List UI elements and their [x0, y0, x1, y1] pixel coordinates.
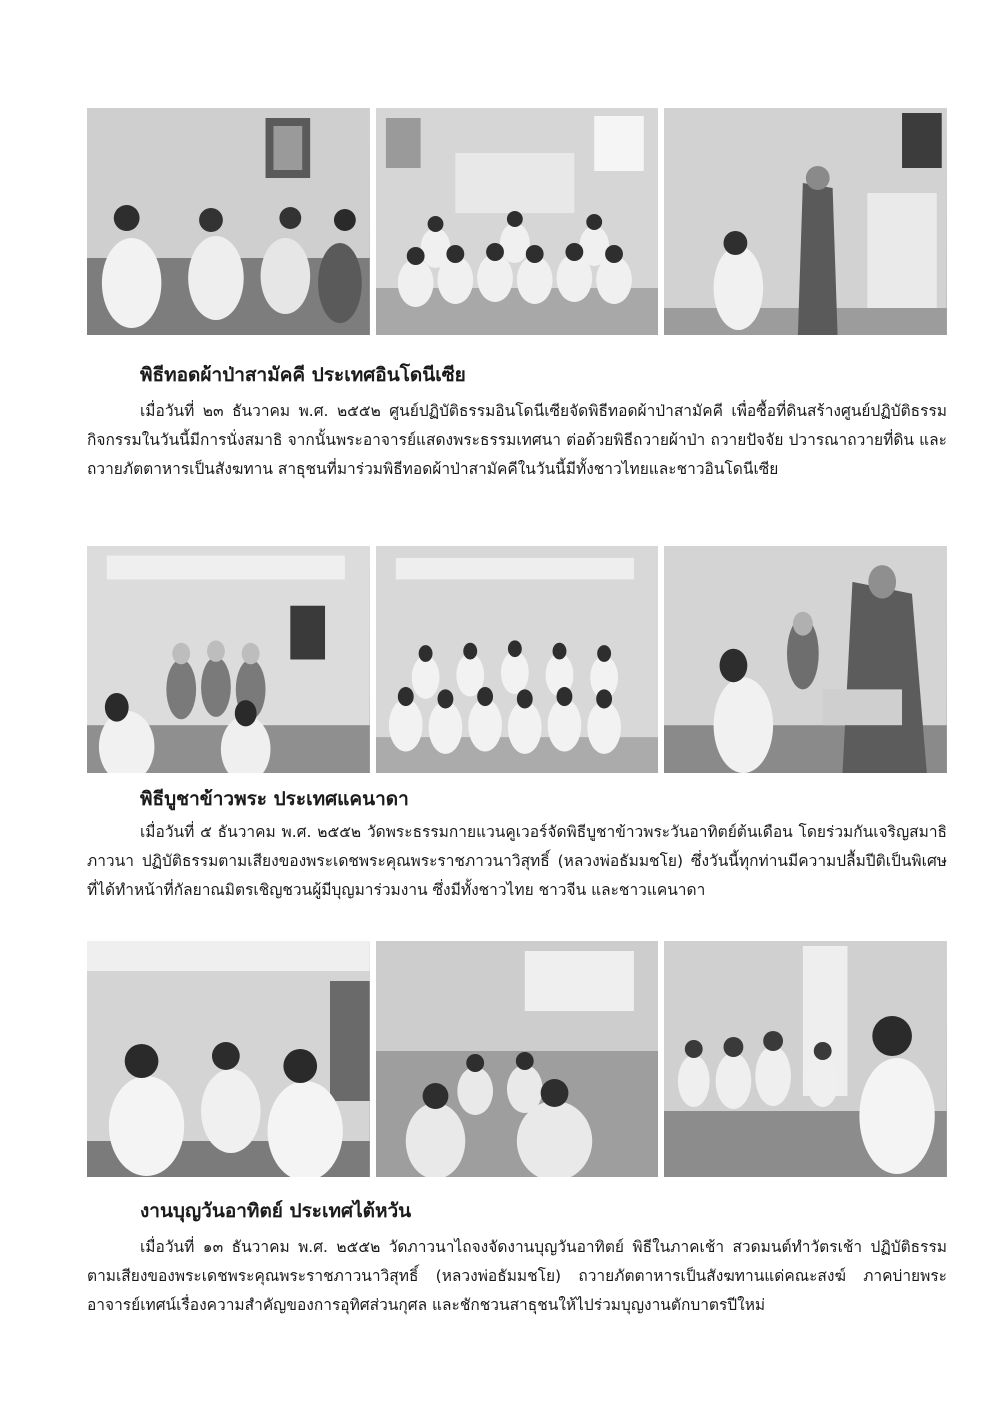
photo-row-taiwan [87, 941, 947, 1177]
photo-indonesia-group [376, 108, 659, 335]
section-body-canada: เมื่อวันที่ ๕ ธันวาคม พ.ศ. ๒๕๕๒ วัดพระธรรมกายแวนคูเวอร์จัดพิธีบูชาข้าวพระวันอาทิตย์ต้นเดือน โดยร่วมกันเจริญสมาธิภาวนา ปฏิบัติธรรมตามเสียงของพระเดชพระคุณพระราชภาวนาวิสุทธิ์ (หลวงพ่อธัมมชโย) ซึ่งวันนี้ทุกท่านมีความปลื้มปีติเป็นพิเศษที่ได้ทำหน้าที่กัลยาณมิตรเชิญชวนผู้มีบุญมาร่วมงาน ซึ่งมีทั้งชาวไทย ชาวจีน และชาวแคนาดา [87, 823, 947, 899]
photo-taiwan-meditation-hall [376, 941, 659, 1177]
photo-row-canada [87, 546, 947, 773]
section-body-indonesia: เมื่อวันที่ ๒๓ ธันวาคม พ.ศ. ๒๕๕๒ ศูนย์ปฏิบัติธรรมอินโดนีเซียจัดพิธีทอดผ้าป่าสามัคคี เพื่อซื้อที่ดินสร้างศูนย์ปฏิบัติธรรม กิจกรรมในวันนี้มีการนั่งสมาธิ จากนั้นพระอาจารย์แสดงพระธรรมเทศนา ต่อด้วยพิธีถวายผ้าป่า ถวายปัจจัย ปวารณาถวายที่ดิน และถวายภัตตาหารเป็นสังฆทาน สาธุชนที่มาร่วมพิธีทอดผ้าป่าสามัคคีในวันนี้มีทั้งชาวไทยและชาวอินโดนีเซีย [87, 402, 947, 478]
photo-taiwan-chanting [87, 941, 370, 1177]
photo-taiwan-sitting [664, 941, 947, 1177]
section-title-taiwan: งานบุญวันอาทิตย์ ประเทศไต้หวัน [140, 1200, 412, 1222]
section-body-taiwan: เมื่อวันที่ ๑๓ ธันวาคม พ.ศ. ๒๕๕๒ วัดภาวนาไถจงจัดงานบุญวันอาทิตย์ พิธีในภาคเช้า สวดมนต์ทำวัตรเช้า ปฏิบัติธรรมตามเสียงของพระเดชพระคุณพระราชภาวนาวิสุทธิ์ (หลวงพ่อธัมมชโย) ถวายภัตตาหารเป็นสังฆทานแด่คณะสงฆ์ ภาคบ่ายพระอาจารย์เทศน์เรื่องความสำคัญของการอุทิศส่วนกุศล และชักชวนสาธุชนให้ไปร่วมบุญงานตักบาตรปีใหม่ [87, 1238, 947, 1314]
photo-indonesia-meditation [87, 108, 370, 335]
photo-canada-offering [664, 546, 947, 773]
photo-canada-group [376, 546, 659, 773]
photo-indonesia-offering [664, 108, 947, 335]
photo-canada-monks [87, 546, 370, 773]
section-title-canada: พิธีบูชาข้าวพระ ประเทศแคนาดา [140, 788, 409, 810]
photo-row-indonesia [87, 108, 947, 335]
section-title-indonesia: พิธีทอดผ้าป่าสามัคคี ประเทศอินโดนีเซีย [140, 364, 466, 386]
